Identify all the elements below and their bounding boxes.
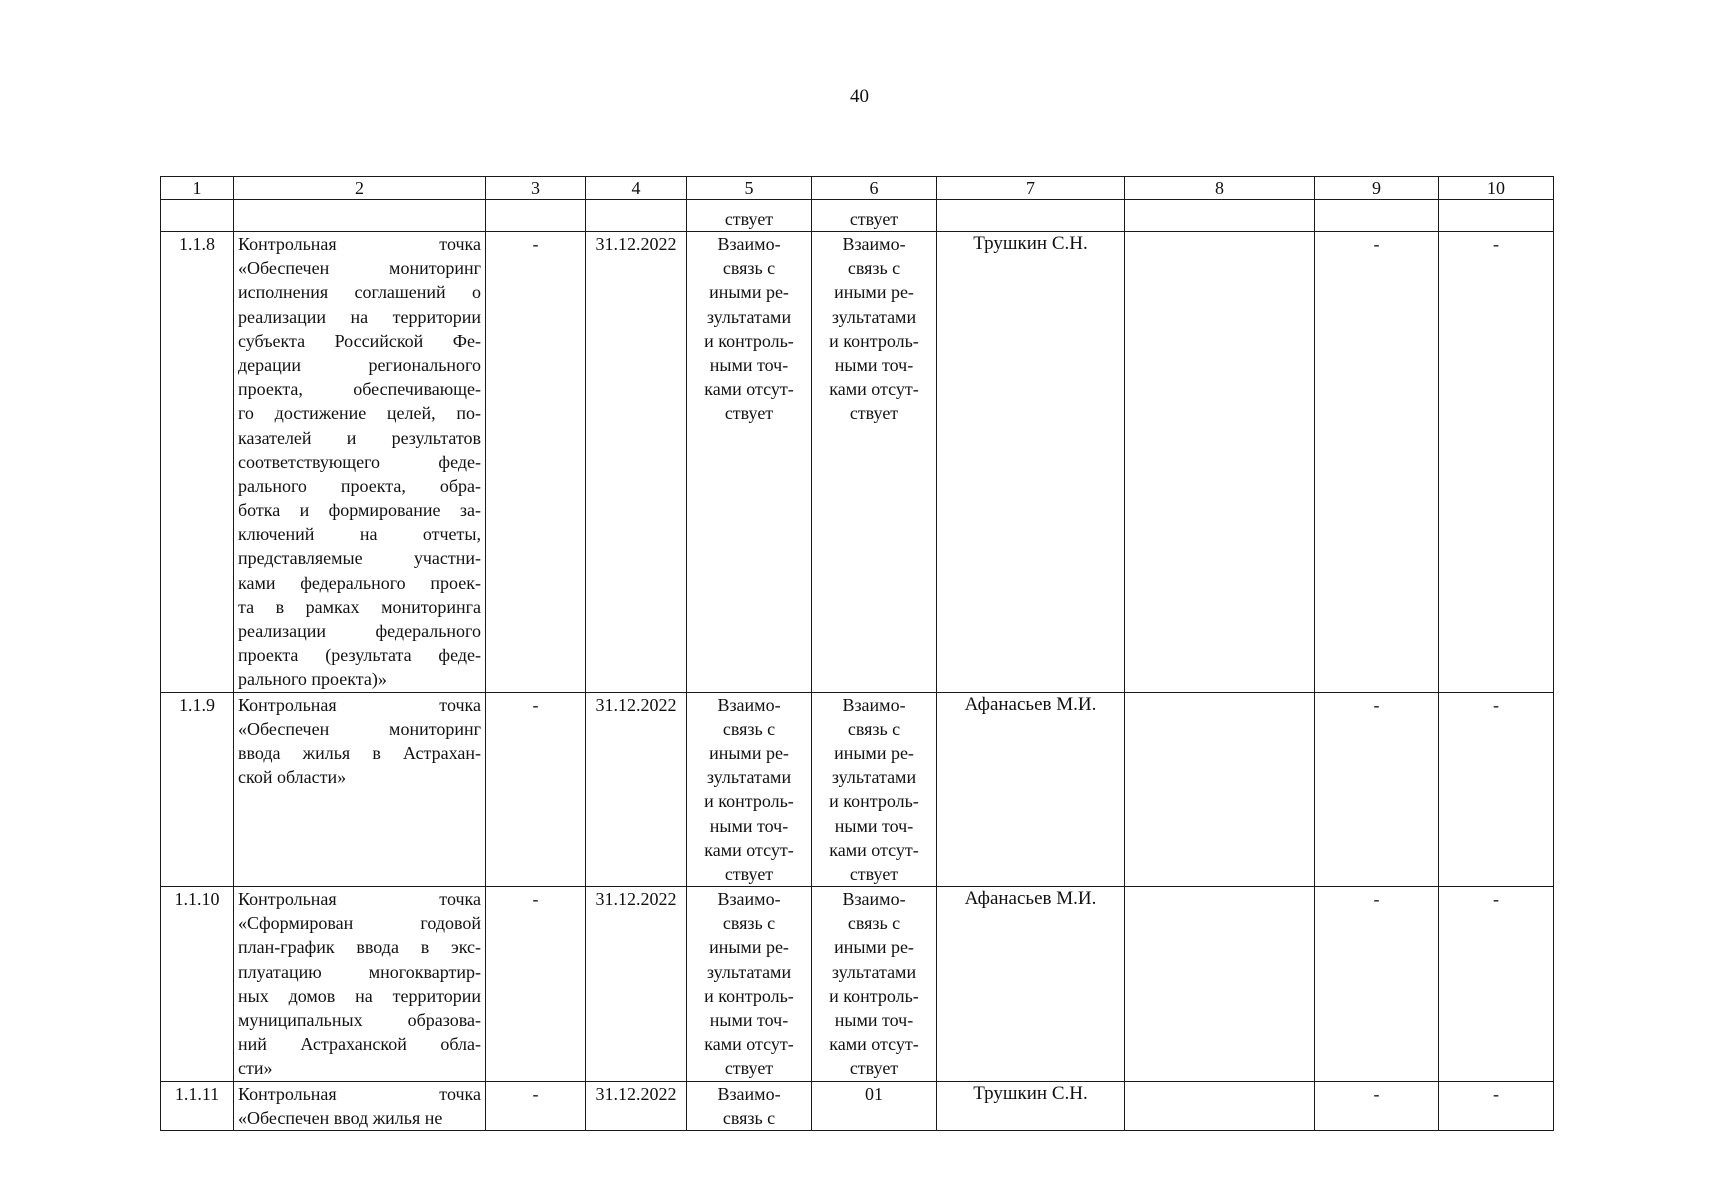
control-point-name-cell-line: Контрольная точка [238, 694, 481, 715]
relation-cell [812, 232, 937, 693]
control-points-table [160, 176, 1554, 1131]
column-number-cell: 4 [586, 177, 687, 200]
column-3-cell: - [486, 1081, 586, 1130]
relation-cell-line: связь с [722, 258, 776, 279]
control-point-name-cell-line: сти» [238, 1058, 273, 1079]
column-9-cell: - [1315, 232, 1439, 693]
control-point-name-cell-line: ками федерального проек- [238, 572, 481, 593]
column-number-cell: 1 [161, 177, 234, 200]
relation-cell [687, 887, 812, 1082]
relation-cell-line: зультатами [831, 306, 917, 327]
control-point-name-cell-line: го достижение целей, по- [238, 403, 481, 424]
column-10-cell: - [1439, 692, 1554, 887]
date-cell: 31.12.2022 [586, 887, 687, 1082]
relation-cell-line: зультатами [706, 961, 792, 982]
control-point-name-cell-line: плуатацию многоквартир- [238, 961, 481, 982]
empty-cell [937, 200, 1125, 232]
column-8-cell [1125, 1081, 1315, 1130]
control-point-name-cell-line: Контрольная точка [238, 889, 481, 910]
relation-cell-line: зультатами [706, 767, 792, 788]
control-point-name-cell-line: ний Астраханской обла- [238, 1034, 481, 1055]
relation-cell-line: ными точ- [709, 354, 789, 375]
relation-cell-line: 01 [865, 1083, 883, 1104]
control-point-name-cell-line: ввода жилья в Астрахан- [238, 742, 481, 763]
date-cell: 31.12.2022 [586, 232, 687, 693]
control-point-name-cell-line: рального проекта)» [238, 669, 387, 690]
relation-cell-line: Взаимо- [842, 694, 906, 715]
control-point-name-cell-line: Контрольная точка [238, 234, 481, 254]
control-point-name-cell-line: соответствующего феде- [238, 451, 481, 472]
column-10-cell: - [1439, 232, 1554, 693]
empty-cell [486, 200, 586, 232]
relation-cell-line: иными ре- [834, 742, 914, 763]
relation-cell-line: Взаимо- [717, 889, 781, 910]
relation-cell [812, 692, 937, 887]
relation-cell-line: ствует [849, 863, 899, 884]
control-point-name-cell-line: ботка и формирование за- [238, 500, 481, 521]
table-row [161, 887, 1554, 1082]
control-point-name-cell-line: план-график ввода в экс- [238, 937, 481, 958]
row-number-cell: 1.1.10 [161, 887, 234, 1082]
date-cell: 31.12.2022 [586, 1081, 687, 1130]
relation-cell-line: ками отсут- [704, 839, 794, 860]
control-point-name-cell-line: ской области» [238, 767, 347, 788]
continuation-cell: ствует [687, 200, 812, 232]
relation-cell-line: ными точ- [834, 1010, 914, 1030]
column-3-cell: - [486, 887, 586, 1082]
relation-cell-line: ными точ- [709, 1010, 789, 1030]
relation-cell-line: и контроль- [829, 985, 919, 1006]
control-point-name-cell-line: муниципальных образова- [238, 1010, 481, 1030]
table-row [161, 1081, 1554, 1130]
relation-cell-line: и контроль- [829, 330, 919, 351]
relation-cell [812, 1081, 937, 1130]
column-3-cell: - [486, 232, 586, 693]
relation-cell-line: и контроль- [829, 791, 919, 812]
empty-cell [1125, 200, 1315, 232]
control-point-name-cell-line: рального проекта, обра- [238, 475, 481, 496]
column-number-cell: 7 [937, 177, 1125, 200]
column-number-cell: 10 [1439, 177, 1554, 200]
control-point-name-cell-line: проекта (результата феде- [238, 645, 481, 666]
column-3-cell: - [486, 692, 586, 887]
control-point-name-cell-line: представляемые участни- [238, 548, 481, 569]
relation-cell-line: зультатами [831, 961, 917, 982]
relation-cell-line: зультатами [706, 306, 792, 327]
column-10-cell: - [1439, 1081, 1554, 1130]
relation-cell-line: связь с [847, 258, 901, 279]
relation-cell [687, 232, 812, 693]
relation-cell-line: ствует [724, 863, 774, 884]
relation-cell-line: иными ре- [834, 282, 914, 303]
empty-cell [586, 200, 687, 232]
control-point-name-cell-line: казателей и результатов [238, 427, 481, 448]
column-8-cell [1125, 692, 1315, 887]
relation-cell-line: ствует [849, 1058, 899, 1079]
relation-cell-line: ствует [849, 403, 899, 424]
control-point-name-cell [234, 887, 486, 1082]
relation-cell-line: ками отсут- [829, 839, 919, 860]
relation-cell-line: связь с [847, 718, 901, 739]
empty-cell [1315, 200, 1439, 232]
continuation-cell: ствует [812, 200, 937, 232]
table-row [161, 692, 1554, 887]
relation-cell-line: Взаимо- [717, 694, 781, 715]
relation-cell-line: ствует [724, 403, 774, 424]
relation-cell-line: Взаимо- [717, 1083, 781, 1104]
responsible-cell: Афанасьев М.И. [937, 887, 1125, 1082]
relation-cell-line: Взаимо- [717, 234, 781, 254]
relation-cell-line: и контроль- [704, 330, 794, 351]
column-number-cell: 9 [1315, 177, 1439, 200]
relation-cell [812, 887, 937, 1082]
relation-cell-line: ками отсут- [704, 379, 794, 400]
control-point-name-cell-line: исполнения соглашений о [238, 282, 481, 303]
empty-cell [1439, 200, 1554, 232]
relation-cell-line: иными ре- [709, 742, 789, 763]
relation-cell-line: ными точ- [834, 354, 914, 375]
control-point-name-cell-line: та в рамках мониторинга [238, 596, 481, 617]
empty-cell [234, 200, 486, 232]
responsible-cell: Афанасьев М.И. [937, 692, 1125, 887]
relation-cell-line: связь с [722, 1107, 776, 1128]
relation-cell-line: ками отсут- [704, 1034, 794, 1055]
column-number-cell: 5 [687, 177, 812, 200]
date-cell: 31.12.2022 [586, 692, 687, 887]
column-8-cell [1125, 887, 1315, 1082]
relation-cell-line: иными ре- [709, 937, 789, 958]
table-row [161, 232, 1554, 693]
row-number-cell: 1.1.11 [161, 1081, 234, 1130]
relation-cell-line: и контроль- [704, 791, 794, 812]
row-number-cell: 1.1.9 [161, 692, 234, 887]
relation-cell-line: связь с [722, 913, 776, 934]
relation-cell-line: Взаимо- [842, 234, 906, 254]
relation-cell-line: иными ре- [709, 282, 789, 303]
responsible-cell: Трушкин С.Н. [937, 1081, 1125, 1130]
control-point-name-cell-line: «Сформирован годовой [238, 913, 481, 934]
column-9-cell: - [1315, 887, 1439, 1082]
relation-cell-line: ными точ- [709, 815, 789, 836]
column-number-cell: 8 [1125, 177, 1315, 200]
column-number-cell: 6 [812, 177, 937, 200]
continuation-row [161, 200, 1554, 232]
column-9-cell: - [1315, 692, 1439, 887]
relation-cell [687, 692, 812, 887]
relation-cell-line: Взаимо- [842, 889, 906, 910]
control-point-name-cell-line: ных домов на территории [238, 985, 481, 1006]
control-point-name-cell-line: реализации на территории [238, 306, 481, 327]
control-point-name-cell-line: Контрольная точка [238, 1083, 481, 1104]
column-10-cell: - [1439, 887, 1554, 1082]
column-number-row [161, 177, 1554, 200]
column-number-cell: 2 [234, 177, 486, 200]
row-number-cell: 1.1.8 [161, 232, 234, 693]
relation-cell-line: зультатами [831, 767, 917, 788]
relation-cell-line: ками отсут- [829, 1034, 919, 1055]
control-point-name-cell-line: дерации регионального [238, 354, 481, 375]
empty-cell [161, 200, 234, 232]
control-point-name-cell-line: проекта, обеспечивающе- [238, 379, 481, 400]
relation-cell-line: ными точ- [834, 815, 914, 836]
control-point-name-cell [234, 1081, 486, 1130]
control-point-name-cell-line: «Обеспечен мониторинг [238, 718, 481, 739]
control-point-name-cell-line: «Обеспечен мониторинг [238, 258, 481, 279]
relation-cell-line: и контроль- [704, 985, 794, 1006]
responsible-cell: Трушкин С.Н. [937, 232, 1125, 693]
relation-cell-line: иными ре- [834, 937, 914, 958]
page-number: 40 [850, 86, 869, 107]
control-point-name-cell-line: ключений на отчеты, [238, 524, 481, 545]
control-point-name-cell-line: «Обеспечен ввод жилья не [238, 1107, 443, 1128]
column-number-cell: 3 [486, 177, 586, 200]
column-9-cell: - [1315, 1081, 1439, 1130]
column-8-cell [1125, 232, 1315, 693]
relation-cell [687, 1081, 812, 1130]
relation-cell-line: связь с [722, 718, 776, 739]
relation-cell-line: ками отсут- [829, 379, 919, 400]
control-point-name-cell-line: реализации федерального [238, 621, 481, 641]
relation-cell-line: ствует [724, 1058, 774, 1079]
relation-cell-line: связь с [847, 913, 901, 934]
control-point-name-cell-line: субъекта Российской Фе- [238, 330, 481, 351]
control-point-name-cell [234, 692, 486, 887]
control-point-name-cell [234, 232, 486, 693]
